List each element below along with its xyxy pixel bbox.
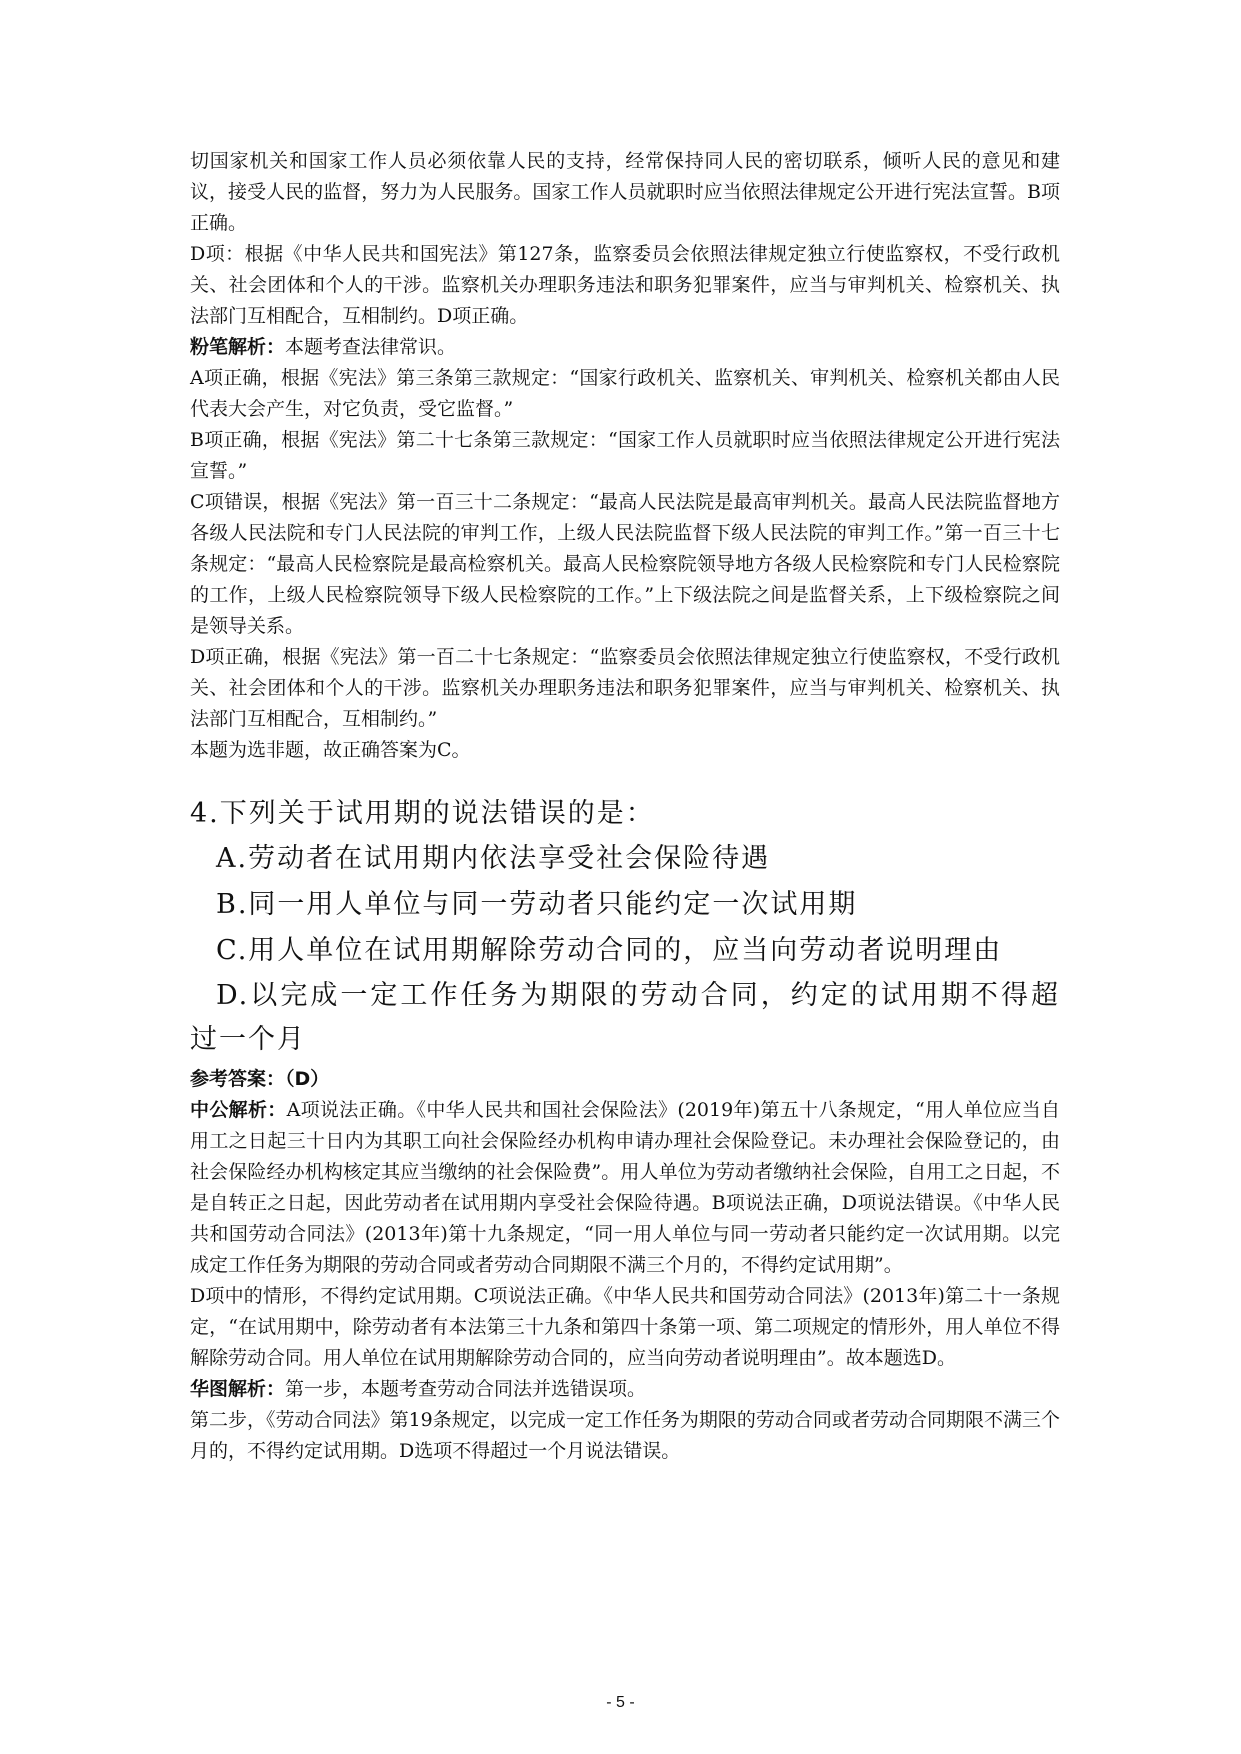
huatu-label: 华图解析： <box>190 1378 286 1400</box>
huatu-explanation <box>190 1374 1060 1405</box>
zhonggong-label: 中公解析： <box>190 1099 287 1121</box>
zhonggong-text-1: A项说法正确。《中华人民共和国社会保险法》(2019年)第五十八条规定，“用人单位应当自用工之日起三十日内为其职工向社会保险经办机构申请办理社会保险登记。未办理社会保险登记的，由社会保险经办机构核定其应当缴纳的社会保险费”。用人单位为劳动者缴纳社会保险，自用工之日起，不是自转正之日起，因此劳动者在试用期内享受社会保险待遇。B项说法正确，D项说法错误。《中华人民共和国劳动合同法》(2013年)第十九条规定，“同一用人单位与同一劳动者只能约定一次试用期。以完成定工作任务为期限的劳动合同或者劳动合同期限不满三个月的，不得约定试用期”。 <box>190 1099 1060 1276</box>
huatu-step-2: 第二步，《劳动合同法》第19条规定，以完成一定工作任务为期限的劳动合同或者劳动合同期限不满三个月的，不得约定试用期。D选项不得超过一个月说法错误。 <box>190 1409 1060 1462</box>
page-number: - 5 - <box>606 1694 635 1711</box>
zhonggong-text-2: D项中的情形，不得约定试用期。C项说法正确。《中华人民共和国劳动合同法》(2013年)第二十一条规定，“在试用期中，除劳动者有本法第三十九条和第四十条第一项、第二项规定的情形外，用人单位不得解除劳动合同。用人单位在试用期解除劳动合同的，应当向劳动者说明理由”。故本题选D。 <box>190 1285 1060 1369</box>
huatu-step-1: 第一步，本题考查劳动合同法并选错误项。 <box>285 1378 647 1400</box>
fenbi-intro <box>190 332 1060 363</box>
option-a: A.劳动者在试用期内依法享受社会保险待遇 <box>216 843 771 874</box>
fenbi-option-b: B项正确，根据《宪法》第二十七条第三款规定：“国家工作人员就职时应当依照法律规定公开进行宪法宣誓。” <box>190 429 1060 482</box>
zhonggong-explanation <box>190 1095 1060 1281</box>
fenbi-option-d: D项正确，根据《宪法》第一百二十七条规定：“监察委员会依照法律规定独立行使监察权，不受行政机关、社会团体和个人的干涉。监察机关办理职务违法和职务犯罪案件，应当与审判机关、检察机关、执法部门互相配合，互相制约。” <box>190 646 1060 730</box>
fenbi-conclusion: 本题为选非题，故正确答案为C。 <box>190 739 471 761</box>
question-title: 4.下列关于试用期的说法错误的是： <box>190 798 655 829</box>
fenbi-intro-text: 本题考查法律常识。 <box>285 336 457 358</box>
option-c: C.用人单位在试用期解除劳动合同的，应当向劳动者说明理由 <box>216 935 1003 966</box>
prev-explanation-para-1: 切国家机关和国家工作人员必须依靠人民的支持，经常保持同人民的密切联系，倾听人民的意见和建议，接受人民的监督，努力为人民服务。国家工作人员就职时应当依照法律规定公开进行宪法宣誓。B项正确。 <box>190 150 1060 234</box>
question-4 <box>190 792 1060 1062</box>
option-b: B.同一用人单位与同一劳动者只能约定一次试用期 <box>216 889 858 920</box>
fenbi-option-a: A项正确，根据《宪法》第三条第三款规定：“国家行政机关、监察机关、审判机关、检察机关都由人民代表大会产生，对它负责，受它监督。” <box>190 367 1060 420</box>
reference-answer: 参考答案：（D） <box>190 1068 330 1090</box>
fenbi-label: 粉笔解析： <box>190 336 286 358</box>
option-d: D.以完成一定工作任务为期限的劳动合同，约定的试用期不得超过一个月 <box>190 980 1060 1055</box>
prev-explanation-para-2: D项：根据《中华人民共和国宪法》第127条，监察委员会依照法律规定独立行使监察权，不受行政机关、社会团体和个人的干涉。监察机关办理职务违法和职务犯罪案件，应当与审判机关、检察机关、执法部门互相配合，互相制约。D项正确。 <box>190 243 1060 327</box>
fenbi-option-c: C项错误，根据《宪法》第一百三十二条规定：“最高人民法院是最高审判机关。最高人民法院监督地方各级人民法院和专门人民法院的审判工作，上级人民法院监督下级人民法院的审判工作。”第一百三十七条规定：“最高人民检察院是最高检察机关。最高人民检察院领导地方各级人民检察院和专门人民检察院的工作，上级人民检察院领导下级人民检察院的工作。”上下级法院之间是监督关系，上下级检察院之间是领导关系。 <box>190 491 1060 637</box>
document-page <box>190 146 1060 1467</box>
